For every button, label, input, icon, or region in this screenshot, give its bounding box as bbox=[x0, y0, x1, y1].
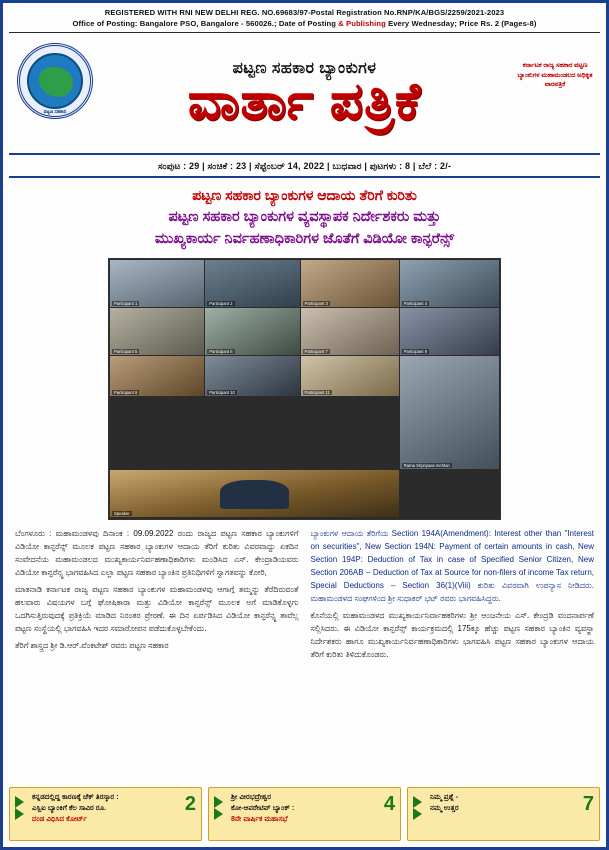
teaser-line: ಕೋ-ಆಪರೇಟಿವ್ ಬ್ಯಾಂಕ್ : bbox=[231, 802, 295, 812]
teaser-text-block bbox=[430, 792, 583, 836]
article-paragraph: ಬ್ಯಾಂಕುಗಳ ಆದಾಯ ತೆರಿಗೆಯ Section 194A(Amendment): Interest other than "Interest on securities", New Section 194N: Payment of certain amounts in cash, New Section 194P: Deduction of Tax in case of Specified Senior Citizen, New Section 206AB – Deduction of Tax at Source for non-filers of income Tax return, Special Deductions – Section 36(1)(Viii) ಕುರಿತು ವಿವರವಾಗಿ ಉಪನ್ಯಾಸ ನೀಡಿದರು. ಮಹಾಮಂಡಳದ ಸಂಘಗಳಿಂದ ಶ್ರೀ ಸುಧಾಕರ್ ಭಟ್ ರವರು ಭಾಗವಹಿಸಿದ್ದರು. bbox=[310, 528, 594, 603]
article-paragraph: ಬೆಂಗಳೂರು : ಮಹಾಮಂಡಳವು ದಿನಾಂಕ : 09.09.2022 ರಂದು ರಾಜ್ಯದ ಪಟ್ಟಣ ಸಹಕಾರ ಬ್ಯಾಂಕುಗಳಿಗೆ ವಿಡಿಯೋ ಕಾನ್ಫರೆನ್ಸ್ ಮೂಲಕ ಪಟ್ಟಣ ಸಹಕಾರ ಬ್ಯಾಂಕುಗಳ ಆದಾಯ ತೆರಿಗೆ ಕುರಿತು ವಿವರವಾದ್ದು ಏಕದಿನ ಸಂವೇದನೆಯ ಮಹಾಮಂಡಲದ ಮುಖ್ಯಕಾರ್ಯನಿರ್ವಹಣಾಧಿಕಾರಿಗಳು ಮಂಡಿಸಿದ ಎಸ್. ಕೇಂದ್ರಾಡಿಯವರು ವಿಡಿಯೋ ಕಾನ್ಫರೆನ್ಸ್ನ ಭಾಗವಹಿಸಿದ ಎಲ್ಲಾ ಪಟ್ಟಣ ಸಹಕಾರ ಬ್ಯಾಂಕಿನ ಪ್ರತಿನಿಧಿಗಳಿಗೆ ಸ್ವಾಗತವನ್ನು ಕೋರಿ, bbox=[15, 528, 299, 577]
teaser-item-2[interactable] bbox=[208, 787, 401, 841]
teaser-page-number: 7 bbox=[582, 793, 594, 815]
collage-photo-label: Participant 6 bbox=[209, 348, 233, 354]
collage-photo-label: Participant 1 bbox=[114, 300, 138, 306]
page-title: ವಾರ್ತಾ ಪತ್ರಿಕೆ bbox=[187, 73, 422, 132]
collage-photo bbox=[110, 308, 204, 355]
article-paragraph: ತೆರಿಗೆ ಶಾಸ್ತ್ರದ ಶ್ರೀ ಡಿ.ಆರ್.ವೆಂಕಟೇಶ್ ರವರು ಪಟ್ಟಣ ಸಹಕಾರ bbox=[15, 640, 169, 650]
footer-teasers bbox=[9, 787, 600, 841]
headline-line-2: ಪಟ್ಟಣ ಸಹಕಾರ ಬ್ಯಾಂಕುಗಳ ವ್ಯವಸ್ಥಾಪಕ ನಿರ್ದೇಶಕರು ಮತ್ತು bbox=[168, 209, 441, 225]
teaser-line: ಕನ್ನಡದಲ್ಲಿದ್ದ ಕಾರಣಕ್ಕೆ ಚೆಕ್ ತಿರಸ್ಕಾರ : bbox=[32, 792, 119, 801]
collage-photo bbox=[400, 356, 499, 469]
article-paragraph: ಕೊನೆಯಲ್ಲಿ ಮಹಾಮಂಡಳದ ಮುಖ್ಯಕಾರ್ಯನಿರ್ವಾಹಕರಿಗಳು ಶ್ರೀ ಆಂಜನೇಯ ಎಸ್. ಕೇಂದ್ರಡಿ ವಂದನಾರ್ಪಣೆ ಸಲ್ಲಿಸಿದರು. ಈ ವಿಡಿಯೋ ಕಾನ್ಫರೆನ್ಸ್ ಕಾರ್ಯಕ್ರಮದಲ್ಲಿ 175ಕ್ಕೂ ಹೆಚ್ಚು ಪಟ್ಟಣ ಸಹಕಾರ ಬ್ಯಾಂಕಿನ ವ್ಯವಸ್ಥಾ ನಿರ್ದೇಶಕರು ಹಾಗೂ ಮುಖ್ಯಕಾರ್ಯನಿರ್ವಹಣಾಧಿಕಾರಿಗಳು ಭಾಗವಹಿಸಿ ಪಟ್ಟಣ ಸಹಕಾರ ಬ್ಯಾಂಕುಗಳ ಆದಾಯ ತೆರಿಗೆ ಕುರಿತು ತಿಳಿದುಕೊಂಡರು. bbox=[310, 610, 594, 659]
collage-photo-label: Participant 3 bbox=[304, 300, 328, 306]
posting-office-text: Office of Posting: Bangalore PSO, Bangalore - 560026.; Date of Posting bbox=[72, 19, 339, 28]
collage-photo-label: Participant 8 bbox=[403, 348, 428, 354]
price-pages-text: Every Wednesday; Price Rs. 2 (Pages-8) bbox=[385, 19, 537, 28]
article-body bbox=[15, 528, 594, 666]
collage-photo bbox=[205, 308, 299, 355]
double-arrow-icon bbox=[15, 792, 29, 836]
double-arrow-icon bbox=[214, 792, 228, 836]
collage-photo bbox=[301, 260, 399, 307]
teaser-page-number: 4 bbox=[383, 793, 395, 815]
collage-main-photo bbox=[110, 470, 399, 517]
article-column-left bbox=[15, 528, 299, 666]
article-paragraph: ಮಾತನಾಡಿ ಕರ್ನಾಟಕ ರಾಜ್ಯ ಪಟ್ಟಣ ಸಹಕಾರ ಬ್ಯಾಂಕುಗಳ ಮಹಾಮಂಡಳವು ಆಗಾಗ್ಗೆ ತಮ್ಮನ್ನು ತೆರೆದಿರುವಂತೆ ಹಲವಾರು ವಿಷಯಗಳ ಬಗ್ಗೆ ಘೋಷಿಕಾರಾ ಮತ್ತು ವಿಡಿಯೋ ಕಾನ್ಫರೆನ್ಸ್ ಮೂಲಕ ಅಗೆ ಮಾಡಿಕೊಳ್ಳಗು ಒದಗಿಸುತ್ತಿರುವುದಕ್ಕೆ ಪ್ರತಿಕ್ರಿಯೆ ಮಾಡಿದ ನಿರಂತರ ಪ್ರೇರಣೆ. ಈ ದಿನ ಏರ್ಪಡಿಸಿದ ವಿಡಿಯೋ ಕಾನ್ಫರೆನ್ಸ್ನ ತಾವೆಲ್ಲ ಪಟ್ಟಣ ಸಂಸ್ಥೆಯಲ್ಲಿ ಭಾಗವಹಿಸಿ ಇದರ ಸಮಾರೋಪನ ಪಡೆದುಕೊಳ್ಳಬೇಕೆಂದು. bbox=[15, 584, 299, 633]
teaser-line: ಶ್ರೀ ವೀರಭದ್ರೇಶ್ವರ bbox=[231, 792, 272, 801]
collage-photo bbox=[400, 308, 499, 355]
masthead-divider bbox=[9, 153, 600, 155]
collage-photo-label: Participant 11 bbox=[304, 389, 330, 395]
collage-row bbox=[110, 470, 499, 517]
teaser-line: ಎಸ್ಬಿಐ ಬ್ಯಾಂಕಿಗೆ ಕೆಲ ಸಾವಿರ ರೂ. bbox=[32, 802, 107, 812]
masthead-kicker: ಪಟ್ಟಣ ಸಹಕಾರ ಬ್ಯಾಂಕುಗಳ bbox=[232, 60, 377, 78]
headline-line-1: ಪಟ್ಟಣ ಸಹಕಾರ ಬ್ಯಾಂಕುಗಳ ಆದಾಯ ತೆರಿಗೆ ಕುರಿತು bbox=[192, 187, 417, 203]
collage-photo bbox=[301, 356, 399, 396]
collage-photo-label: Participant 4 bbox=[403, 300, 428, 306]
registration-line-1: REGISTERED WITH RNI NEW DELHI REG. NO.69683/97-Postal Registration No.RNP/KA/BGS/2259/2021-2023 bbox=[104, 8, 505, 17]
lead-headline bbox=[9, 185, 600, 251]
collage-photo bbox=[110, 260, 204, 307]
collage-row bbox=[110, 260, 499, 307]
publishing-emphasis: & Publishing bbox=[338, 19, 386, 28]
collage-photo-label: Participant 10 bbox=[209, 389, 235, 395]
globe-icon bbox=[27, 53, 83, 109]
teaser-text-block bbox=[32, 792, 185, 836]
teaser-page-number: 2 bbox=[184, 793, 196, 815]
collage-photo-label: Participant 7 bbox=[304, 348, 328, 354]
masthead-titles bbox=[187, 60, 422, 132]
collage-row bbox=[110, 308, 499, 355]
header-divider bbox=[9, 32, 600, 33]
teaser-item-3[interactable] bbox=[407, 787, 600, 841]
collage-photo bbox=[400, 260, 499, 307]
article-column-right bbox=[311, 528, 595, 666]
masthead bbox=[9, 35, 600, 153]
headline-line-3: ಮುಖ್ಯಕಾರ್ಯ ನಿರ್ವಹಣಾಧಿಕಾರಿಗಳ ಜೊತೆಗೆ ವಿಡಿಯೋ ಕಾನ್ಫರೆನ್ಸ್ bbox=[154, 231, 455, 248]
collage-photo bbox=[205, 356, 299, 396]
collage-photo-label: Participant 2 bbox=[209, 300, 233, 306]
collage-photo bbox=[301, 308, 399, 355]
double-arrow-icon bbox=[413, 792, 427, 836]
teaser-line: ನಿಮ್ಮ ಪ್ರಶ್ನೆ - bbox=[430, 792, 459, 801]
teaser-line: 8ನೇ ವಾರ್ಷಿಕ ಮಹಾಸಭೆ bbox=[231, 813, 288, 823]
video-conference-collage bbox=[108, 258, 501, 520]
collage-photo-label: Participant 5 bbox=[114, 348, 138, 354]
teaser-text-block bbox=[231, 792, 384, 836]
logo-caption: ಪಟ್ಟಣ ಸಹಕಾರ bbox=[43, 109, 67, 114]
publication-logo bbox=[17, 43, 93, 119]
collage-photo-label: Speaker bbox=[114, 510, 130, 516]
teaser-line: ದಂಡ ವಿಧಿಸಿದ ಕೋರ್ಟ್ bbox=[32, 813, 88, 823]
collage-photo bbox=[110, 356, 204, 396]
teaser-line: ನಮ್ಮ ಉತ್ತರ bbox=[430, 802, 459, 812]
collage-photo-label: Participant 9 bbox=[114, 389, 138, 395]
collage-row bbox=[110, 356, 499, 469]
issue-info-bar: ಸಂಪುಟ : 29 | ಸಂಚಿಕೆ : 23 | ಸೆಪ್ಟೆಂಬರ್ 14, 2022 | ಬುಧವಾರ | ಪುಟಗಳು : 8 | ಬೆಲೆ : 2/- bbox=[9, 158, 600, 178]
registration-line-2 bbox=[9, 18, 600, 29]
collage-photo bbox=[205, 260, 299, 307]
teaser-item-1[interactable] bbox=[9, 787, 202, 841]
collage-photo-label: Rama Sripriyaas mehtan bbox=[403, 462, 450, 468]
masthead-right-caption: ಕರ್ನಾಟಕ ರಾಜ್ಯ ಸಹಕಾರ ಪಟ್ಟಣ ಬ್ಯಾಂಕುಗಳ ಮಹಾಮಂಡಲದ ಅಧಿಕೃತ ವಾರಪತ್ರಿಕೆ bbox=[517, 62, 593, 89]
